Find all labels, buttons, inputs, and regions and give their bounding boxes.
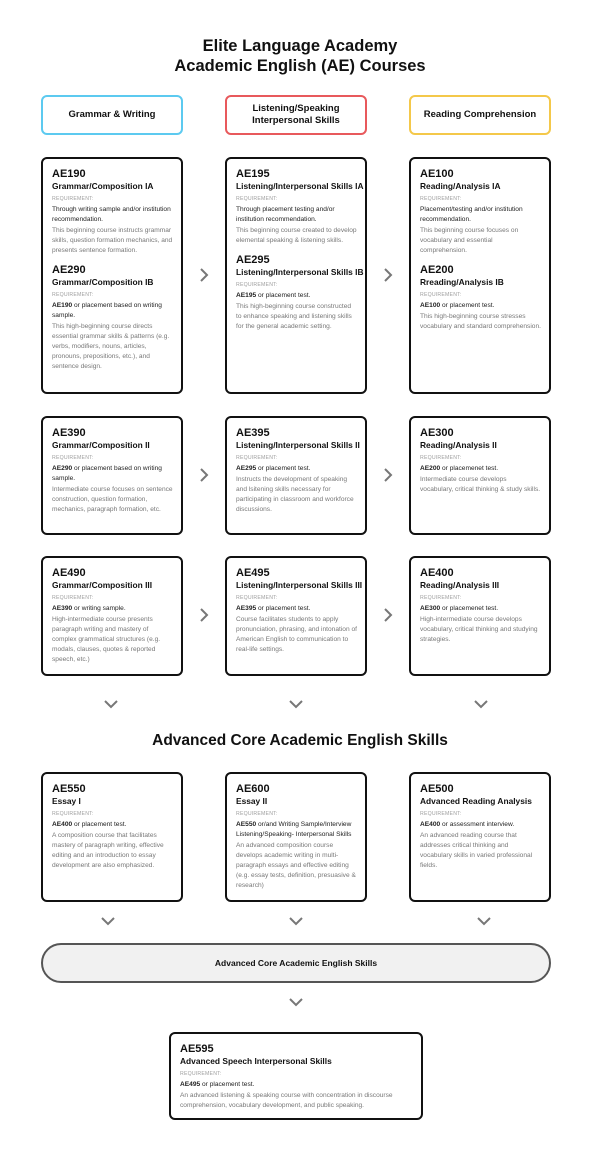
- column-header-listening: [225, 95, 367, 135]
- course-card-ae390: [41, 416, 183, 535]
- course-name: Grammar/Composition II: [52, 440, 150, 450]
- course-name: Listening/Interpersonal Skills II: [236, 440, 360, 450]
- course-card-ae400: [409, 556, 551, 676]
- requirement-label: REQUIREMENT:: [52, 455, 94, 461]
- course-description: An advanced composition course develops academic writing in multi-paragraph essays and effective editing (e.g. essay tests, definition, presuasive & research): [236, 842, 356, 889]
- requirement-text: AE300 or placemenet test.: [420, 605, 499, 612]
- course-card-ae490: [41, 556, 183, 676]
- requirement-label: REQUIREMENT:: [236, 282, 278, 288]
- pill-label: Advanced Core Academic English Skills: [214, 958, 378, 968]
- course-ae195: [236, 168, 364, 246]
- course-code: AE400: [420, 567, 454, 579]
- course-description: Course facilitates students to apply pronunciation, phrasing, and intonation of American English to communication to real-life settings.: [236, 616, 357, 653]
- requirement-text: AE195 or placement test.: [236, 292, 311, 299]
- page-title-line1: Elite Language Academy: [202, 37, 398, 55]
- course-code: AE395: [236, 427, 270, 439]
- section-title-advanced: Advanced Core Academic English Skills: [152, 732, 448, 749]
- chevron-right-icon: [198, 607, 210, 623]
- course-code: AE550: [52, 783, 86, 795]
- requirement-text: AE400 or assessment interview.: [420, 821, 515, 828]
- requirement-text: AE190 or placement based on writing sample.: [52, 302, 162, 319]
- requirement-label: REQUIREMENT:: [420, 811, 462, 817]
- course-card-ae100-ae200: [409, 157, 551, 394]
- course-name: Grammar/Composition IB: [52, 277, 154, 287]
- requirement-text: AE295 or placement test.: [236, 465, 311, 472]
- requirement-text: AE400 or placement test.: [52, 821, 127, 828]
- requirement-text: AE550 or/and Writing Sample/Interview Listening/Speaking- Interpersonal Skills: [236, 821, 352, 838]
- course-card-ae500: [409, 772, 551, 902]
- course-card-ae550: [41, 772, 183, 902]
- requirement-label: REQUIREMENT:: [52, 595, 94, 601]
- requirement-label: REQUIREMENT:: [420, 455, 462, 461]
- requirement-text: Placement/testing and/or institution recommendation.: [420, 206, 523, 223]
- advanced-core-pill: [41, 943, 551, 983]
- course-code: AE390: [52, 427, 86, 439]
- course-name: Reading/Analysis II: [420, 440, 497, 450]
- course-card-ae195-ae295: [225, 157, 367, 394]
- course-code: AE295: [236, 254, 270, 266]
- course-name: Grammar/Composition IA: [52, 181, 154, 191]
- requirement-label: REQUIREMENT:: [236, 196, 278, 202]
- course-code: AE500: [420, 783, 454, 795]
- course-name: Essay II: [236, 796, 268, 806]
- course-name: Reading/Analysis III: [420, 580, 500, 590]
- course-name: Grammar/Composition III: [52, 580, 153, 590]
- course-name: Advanced Speech Interpersonal Skills: [180, 1056, 332, 1066]
- course-code: AE600: [236, 783, 270, 795]
- course-description: This beginning course instructs grammar skills, question formation mechanics, and presents sentence formation.: [52, 227, 173, 254]
- course-code: AE100: [420, 168, 454, 180]
- course-card-ae495: [225, 556, 367, 676]
- requirement-text: AE495 or placement test.: [180, 1081, 255, 1088]
- course-name: Listening/Interpersonal Skills IB: [236, 267, 364, 277]
- course-description: Instructs the development of speaking and lsitening skills necessary for participating in classroom and workforce discussions.: [236, 476, 354, 513]
- chevron-down-icon: [288, 916, 304, 926]
- course-code: AE195: [236, 168, 270, 180]
- course-code: AE200: [420, 264, 454, 276]
- requirement-text: AE100 or placement test.: [420, 302, 495, 309]
- chevron-down-icon: [288, 699, 304, 709]
- course-ae200: [420, 264, 541, 332]
- column-header-grammar: [41, 95, 183, 135]
- course-code: AE495: [236, 567, 270, 579]
- course-description: Intermediate course develops vocabulary, critical thinking & study skills.: [420, 476, 541, 493]
- course-name: Essay I: [52, 796, 81, 806]
- chevron-down-icon: [288, 997, 304, 1007]
- requirement-label: REQUIREMENT:: [420, 595, 462, 601]
- column-header-reading: [409, 95, 551, 135]
- chevron-right-icon: [382, 267, 394, 283]
- course-description: High-intermediate course presents paragraph writing and mastery of complex grammatical structures (e.g. modals, clauses, quotes & reported speech, etc.): [52, 616, 161, 663]
- course-description: An advanced reading course that addresses critical thinking and vocabulary skills in varied professional fields.: [420, 832, 533, 869]
- course-description: An advanced listening & speaking course with concentration in discourse comprehension, vocabulary development, and public speaking.: [180, 1092, 393, 1109]
- chevron-down-icon: [103, 699, 119, 709]
- course-description: High-intermediate course develops vocabulary, critical thinking and studying strategies.: [420, 616, 538, 643]
- course-name: Advanced Reading Analysis: [420, 796, 532, 806]
- chevron-down-icon: [473, 699, 489, 709]
- column-header-label: Reading Comprehension: [423, 109, 537, 120]
- requirement-text: Through placement testing and/or institution recommendation.: [236, 206, 335, 223]
- requirement-label: REQUIREMENT:: [52, 811, 94, 817]
- requirement-label: REQUIREMENT:: [236, 811, 278, 817]
- course-card-ae300: [409, 416, 551, 535]
- requirement-text: AE390 or writing sample.: [52, 605, 126, 612]
- requirement-text: AE395 or placement test.: [236, 605, 311, 612]
- course-description: This high-beginning course stresses vocabulary and standard comprehension.: [420, 313, 541, 330]
- course-name: Listening/Interpersonal Skills IA: [236, 181, 364, 191]
- column-header-label: Listening/Speaking: [252, 103, 340, 114]
- course-ae100: [420, 168, 541, 256]
- course-code: AE490: [52, 567, 86, 579]
- page-title-line2: Academic English (AE) Courses: [174, 57, 426, 75]
- chevron-right-icon: [382, 467, 394, 483]
- course-code: AE300: [420, 427, 454, 439]
- course-code: AE190: [52, 168, 86, 180]
- column-header-label: Interpersonal Skills: [252, 115, 340, 126]
- course-description: This beginning course created to develop elemental speaking & listening skills.: [236, 227, 357, 244]
- chevron-right-icon: [198, 467, 210, 483]
- requirement-label: REQUIREMENT:: [236, 455, 278, 461]
- course-description: A composition course that facilitates mastery of paragraph writing, effective editing and an introduction to essay development are also emphasized.: [52, 832, 164, 869]
- course-ae295: [236, 254, 364, 332]
- course-description: Intermediate course focuses on sentence construction, question formation, mechanics, paragraph formation, etc.: [52, 486, 173, 513]
- course-ae190: [52, 168, 173, 256]
- requirement-text: AE200 or placemenet test.: [420, 465, 499, 472]
- course-description: This beginning course focuses on vocabulary and essential comprehension.: [420, 227, 519, 254]
- chevron-down-icon: [476, 916, 492, 926]
- course-description: This high-beginning course directs essential grammar skills & patterns (e.g. verbs, modifiers, nouns, articles, pronouns, prepositions, etc.), and sentence design.: [52, 323, 170, 370]
- requirement-label: REQUIREMENT:: [420, 196, 462, 202]
- requirement-label: REQUIREMENT:: [52, 292, 94, 298]
- course-card-ae600: [225, 772, 367, 902]
- column-header-label: Grammar & Writing: [68, 109, 156, 120]
- course-ae290: [52, 264, 173, 372]
- requirement-text: Through writing sample and/or institution recommendation.: [52, 206, 171, 223]
- requirement-label: REQUIREMENT:: [180, 1071, 222, 1077]
- chevron-right-icon: [198, 267, 210, 283]
- requirement-label: REQUIREMENT:: [52, 196, 94, 202]
- course-code: AE595: [180, 1043, 214, 1055]
- course-card-ae395: [225, 416, 367, 535]
- course-name: Reading/Analysis IA: [420, 181, 501, 191]
- course-card-ae190-ae290: [41, 157, 183, 394]
- course-description: This high-beginning course constructed to enhance speaking and listening skills for the general academic setting.: [236, 303, 352, 330]
- course-card-ae595: [169, 1032, 423, 1120]
- requirement-text: AE290 or placement based on writing sample.: [52, 465, 162, 482]
- requirement-label: REQUIREMENT:: [236, 595, 278, 601]
- chevron-right-icon: [382, 607, 394, 623]
- course-name: Listening/Interpersonal Skills III: [236, 580, 363, 590]
- course-name: Rreading/Analysis IB: [420, 277, 504, 287]
- requirement-label: REQUIREMENT:: [420, 292, 462, 298]
- course-code: AE290: [52, 264, 86, 276]
- chevron-down-icon: [100, 916, 116, 926]
